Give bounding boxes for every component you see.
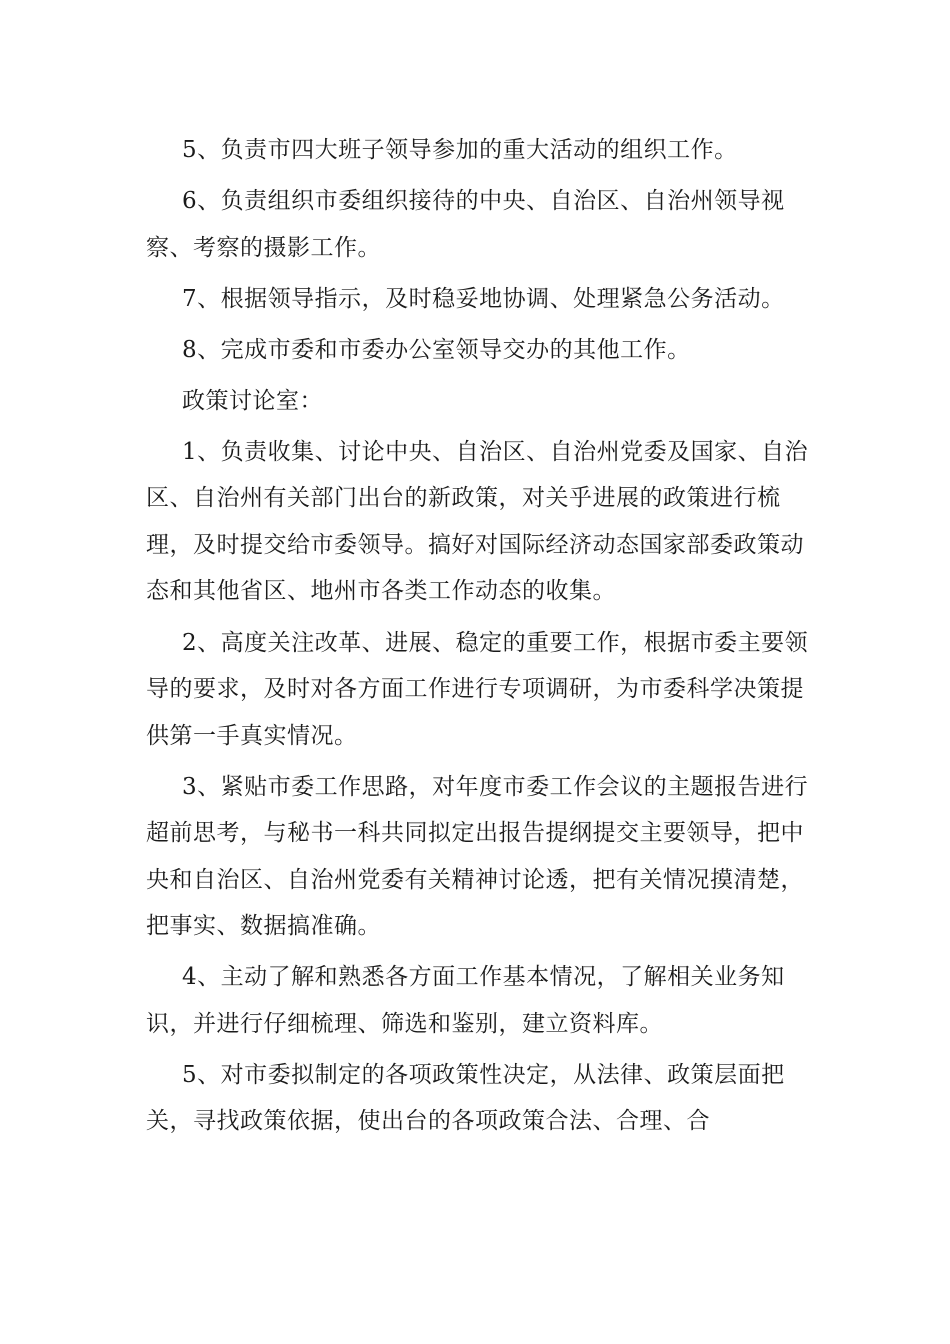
paragraph-duty-6: 6、负责组织市委组织接待的中央、自治区、自治州领导视察、考察的摄影工作。 [146,188,785,261]
paragraph-policy-3: 3、紧贴市委工作思路，对年度市委工作会议的主题报告进行超前思考，与秘书一科共同拟定出报告提纲提交主要领导，把中央和自治区、自治州党委有关精神讨论透，把有关情况摸清楚，把事实、数据搞准确。 [146,773,809,940]
paragraph-policy-5: 5、对市委拟制定的各项政策性决定，从法律、政策层面把关，寻找政策依据，使出台的各项政策合法、合理、合 [146,1061,785,1135]
paragraph-duty-5: 5、负责市四大班子领导参加的重大活动的组织工作。 [182,137,738,163]
paragraph-duty-7: 7、根据领导指示，及时稳妥地协调、处理紧急公务活动。 [182,285,785,312]
section-heading-policy-office: 政策讨论室： [182,387,323,414]
paragraph-policy-2: 2、高度关注改革、进展、稳定的重要工作，根据市委主要领导的要求，及时对各方面工作进行专项调研，为市委科学决策提供第一手真实情况。 [146,629,809,749]
paragraph-policy-1: 1、负责收集、讨论中央、自治区、自治州党委及国家、自治区、自治州有关部门出台的新政策，对关乎进展的政策进行梳理，及时提交给市委领导。搞好对国际经济动态国家部委政策动态和其他省区、地州市各类工作动态的收集。 [146,438,809,605]
paragraph-policy-4: 4、主动了解和熟悉各方面工作基本情况，了解相关业务知识，并进行仔细梳理、筛选和鉴别，建立资料库。 [146,964,785,1037]
document-body [146,127,810,1149]
paragraph-duty-8: 8、完成市委和市委办公室领导交办的其他工作。 [182,336,691,363]
